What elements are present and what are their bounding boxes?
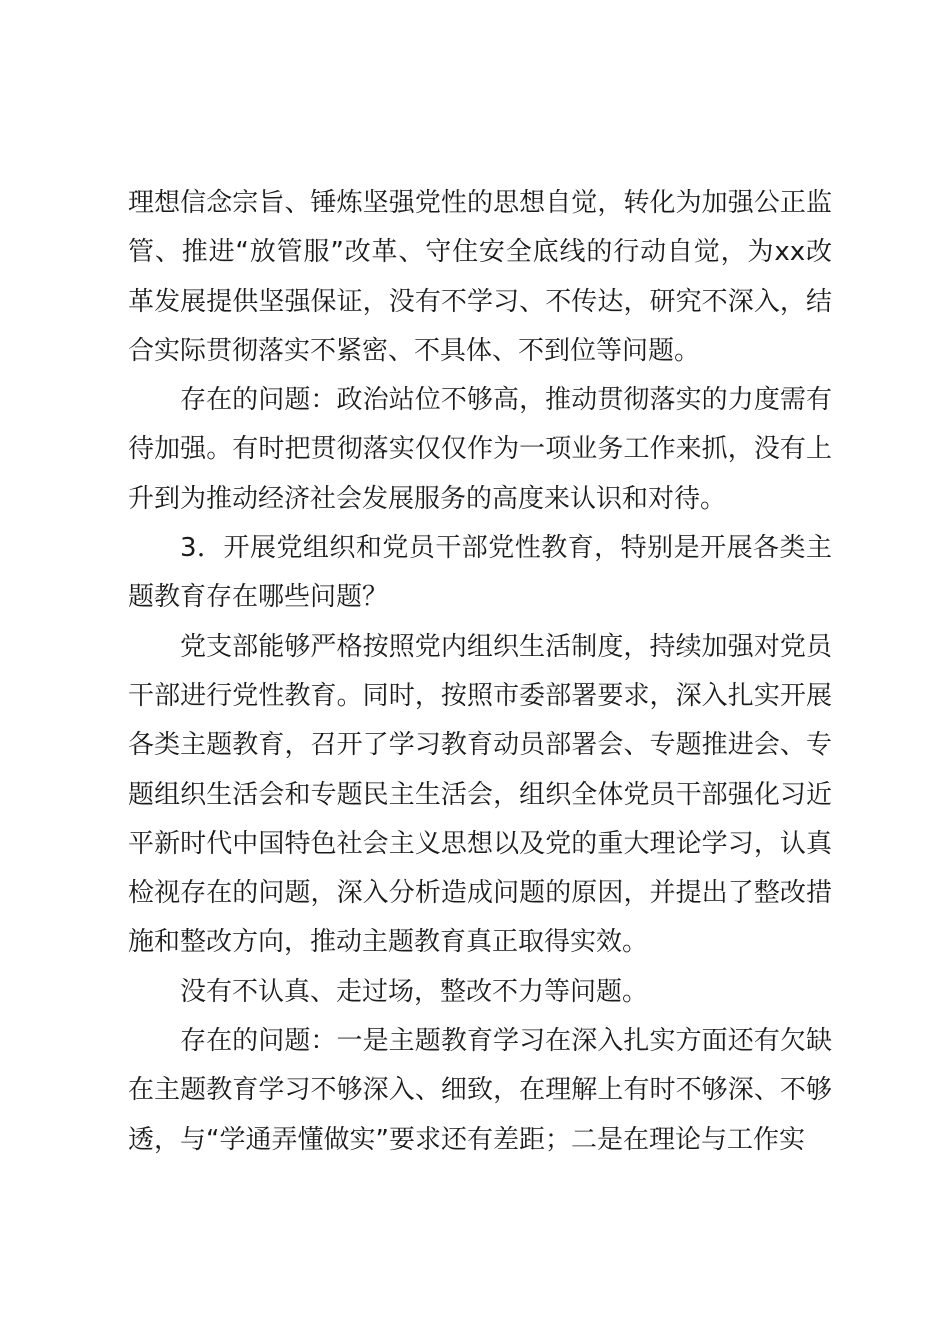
paragraph-continuation: 理想信念宗旨、锤炼坚强党性的思想自觉，转化为加强公正监管、推进“放管服”改革、守住安全底线的行动自觉，为xx改革发展提供坚强保证，没有不学习、不传达，研究不深入，结合实际贯彻落实不紧密、不具体、不到位等问题。 — [128, 188, 832, 366]
paragraph-problem-1: 存在的问题：政治站位不够高，推动贯彻落实的力度需有待加强。有时把贯彻落实仅仅作为一项业务工作来抓，没有上升到为推动经济社会发展服务的高度来认识和对待。 — [128, 385, 832, 514]
document-body — [128, 179, 832, 1165]
paragraph-party-education: 党支部能够严格按照党内组织生活制度，持续加强对党员干部进行党性教育。同时，按照市委部署要求，深入扎实开展各类主题教育，召开了学习教育动员部署会、专题推进会、专题组织生活会和专题民主生活会，组织全体党员干部强化习近平新时代中国特色社会主义思想以及党的重大理论学习，认真检视存在的问题，深入分析造成问题的原因，并提出了整改措施和整改方向，推动主题教育真正取得实效。 — [128, 631, 832, 958]
paragraph-question-3: 3．开展党组织和党员干部党性教育，特别是开展各类主题教育存在哪些问题？ — [128, 533, 832, 613]
paragraph-problem-2: 存在的问题：一是主题教育学习在深入扎实方面还有欠缺在主题教育学习不够深入、细致，在理解上有时不够深、不够透，与“学通弄懂做实”要求还有差距；二是在理论与工作实 — [128, 1026, 832, 1155]
paragraph-no-issues: 没有不认真、走过场，整改不力等问题。 — [180, 976, 649, 1007]
